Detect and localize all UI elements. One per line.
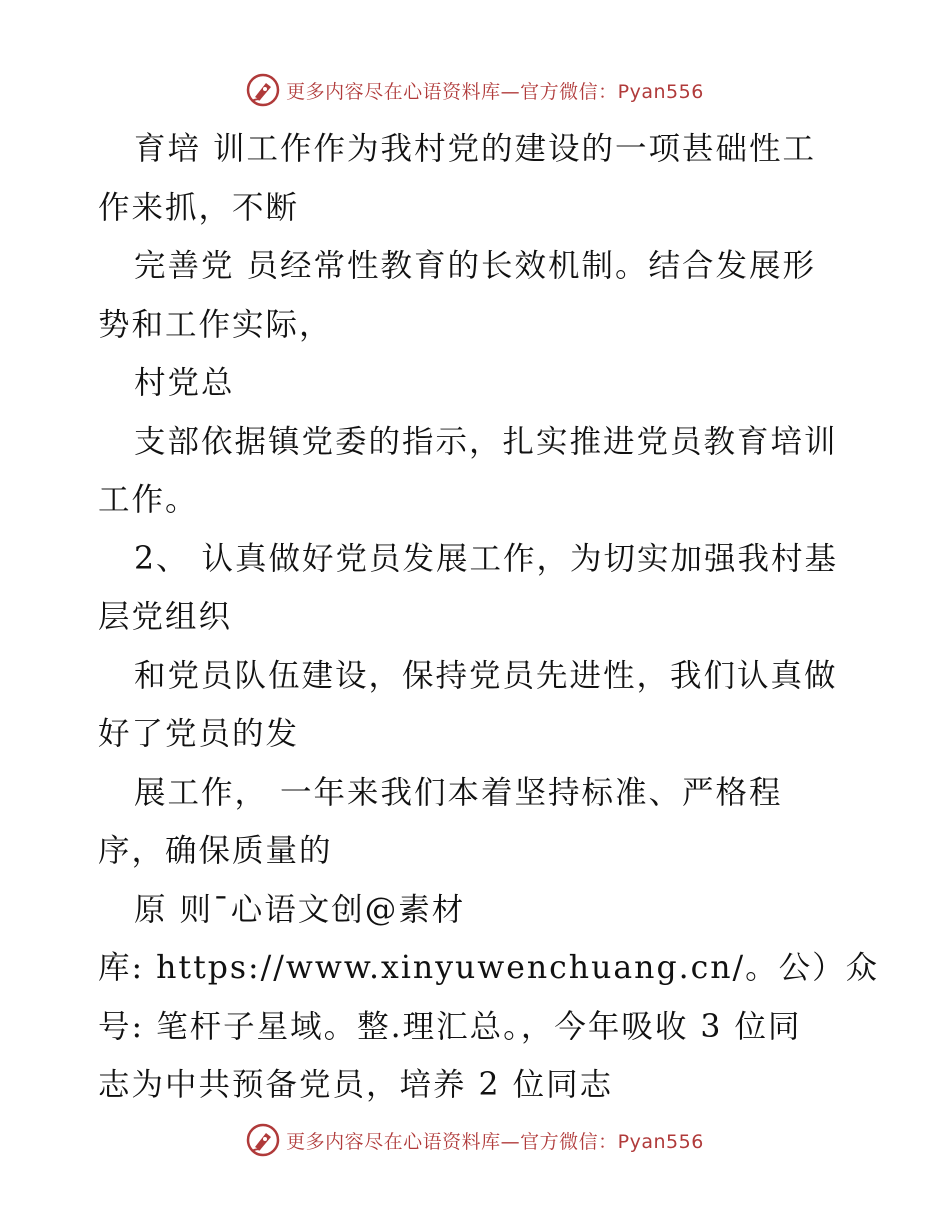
text-line: 支部依据镇党委的指示，扎实推进党员教育培训 (134, 423, 838, 460)
footer-banner-text: 更多内容尽在心语资料库—官方微信：Pyan556 (286, 1130, 704, 1153)
pen-nib-logo-icon (246, 73, 280, 107)
footer-banner (0, 1120, 950, 1160)
text-line: 2、 认真做好党员发展工作，为切实加强我村基 (134, 540, 839, 577)
text-line: 原 则¯心语文创@素材 (134, 891, 466, 928)
text-line: 号: 笔杆子星域。整.理汇总。，今年吸收 3 位同 (98, 1008, 802, 1045)
text-line: 工作。 (98, 482, 199, 518)
header-banner (0, 70, 950, 110)
text-line: 好了党员的发 (98, 716, 300, 752)
text-line: 完善党 员经常性教育的长效机制。结合发展形 (134, 248, 817, 284)
header-banner-text: 更多内容尽在心语资料库—官方微信：Pyan556 (286, 80, 704, 103)
text-line: 层党组织 (98, 599, 233, 635)
text-line: 序，确保质量的 (98, 833, 333, 869)
text-line: 和党员队伍建设，保持党员先进性，我们认真做 (134, 657, 838, 694)
document-body (98, 120, 880, 1115)
text-line: 势和工作实际， (98, 306, 333, 343)
text-line: 志为中共预备党员，培养 2 位同志 (98, 1067, 614, 1103)
pen-nib-logo-icon (246, 1123, 280, 1157)
text-line: 展工作， 一年来我们本着坚持标准、严格程 (134, 774, 783, 811)
text-line: 作来抓，不断 (98, 189, 300, 226)
text-line: 育培 训工作作为我村党的建设的一项甚础性工 (134, 131, 817, 167)
text-line: 村党总 (134, 365, 235, 401)
text-line: 库: https://www.xinyuwenchuang.cn/。公）众 (98, 950, 880, 986)
